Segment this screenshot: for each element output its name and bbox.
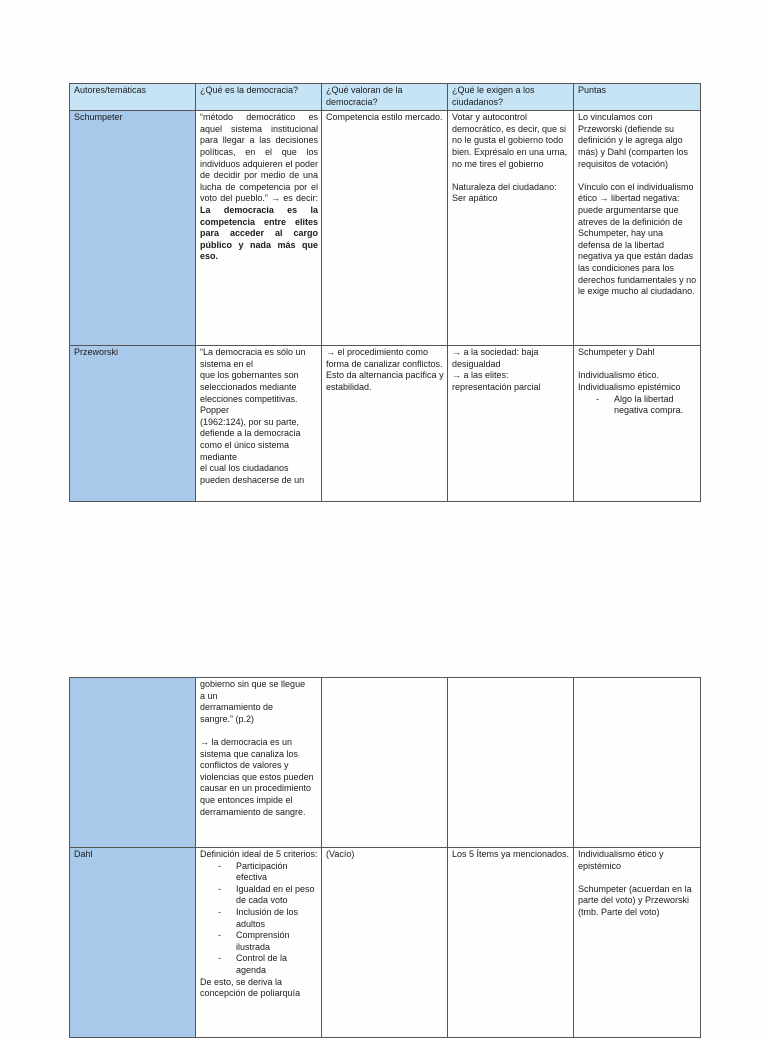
header-what-they-demand: ¿Qué le exigen a los ciudadanos? bbox=[448, 84, 574, 111]
list-item: - Inclusión de los adultos bbox=[218, 907, 318, 930]
dahl-def-intro: Definición ideal de 5 criterios: bbox=[200, 849, 318, 859]
przeworski-def-line: sistema en el bbox=[200, 358, 254, 369]
przeworski-def-line: Popper bbox=[200, 405, 230, 416]
header-puntas: Puntas bbox=[574, 84, 701, 111]
dahl-puntas-text-2: Schumpeter (acuerdan en la parte del voto) y Przeworski (tmb. Parte del voto) bbox=[578, 883, 692, 917]
schumpeter-puntas-text-1: Lo vinculamos con Przeworski (defiende su definición y le agrega algo más) y Dahl (comparten los requisitos de votación) bbox=[578, 112, 689, 169]
schumpeter-puntas-text-2: Vínculo con el individualismo ético → libertad negativa: puede argumentarse que atreves de la definición de Schumpeter, hay una defensa de la libertad negativa ya que están dadas las condiciones para los derechos fundamentales y no le exige mucho al ciudadano. bbox=[578, 181, 697, 297]
continuation-def-line: gobierno sin que se llegue bbox=[200, 679, 306, 689]
empty-cell bbox=[574, 678, 701, 848]
schumpeter-valoran: Competencia estilo mercado. bbox=[322, 111, 448, 346]
przeworski-def-line: el cual los ciudadanos bbox=[200, 463, 289, 474]
przeworski-def-line: mediante bbox=[200, 451, 238, 462]
przeworski-exigen-text-2: → a las elites: representación parcial bbox=[452, 370, 541, 392]
schumpeter-definition-bold: La democracia es la competencia entre elites para acceder al cargo público y nada más que eso. bbox=[200, 204, 318, 262]
header-what-is-democracy: ¿Qué es la democracia? bbox=[196, 84, 322, 111]
democracy-comparison-table bbox=[69, 83, 701, 502]
continuation-def-line: derramamiento de bbox=[200, 702, 274, 713]
table-row-schumpeter bbox=[70, 111, 701, 346]
przeworski-valoran: → el procedimiento como forma de canalizar conflictos. Esto da alternancia pacífica y estabilidad. bbox=[322, 346, 448, 502]
przeworski-def-line: “La democracia es sólo un bbox=[200, 347, 306, 358]
list-item: - Algo la libertad negativa compra. bbox=[596, 394, 697, 417]
dahl-def-after: De esto, se deriva la concepción de poliarquía bbox=[200, 976, 301, 999]
przeworski-puntas bbox=[574, 346, 701, 502]
empty-cell bbox=[322, 678, 448, 848]
dahl-definition bbox=[196, 848, 322, 1038]
przeworski-puntas-text-3: Individualismo epistémico bbox=[578, 381, 681, 392]
dahl-criteria-list bbox=[200, 861, 318, 977]
przeworski-def-line: que los gobernantes son bbox=[200, 370, 299, 381]
author-empty-cell bbox=[70, 678, 196, 848]
header-what-they-value: ¿Qué valoran de la democracia? bbox=[322, 84, 448, 111]
przeworski-definition bbox=[196, 346, 322, 502]
przeworski-def-line: defiende a la democracia bbox=[200, 428, 301, 439]
przeworski-def-line: pueden deshacerse de un bbox=[200, 474, 305, 485]
table-row-dahl bbox=[70, 848, 701, 1038]
schumpeter-exigen-text-2: Naturaleza del ciudadano: Ser apático bbox=[452, 181, 557, 204]
przeworski-def-line: elecciones competitivas. bbox=[200, 393, 298, 404]
continuation-def-line: sangre.” (p.2) bbox=[200, 713, 255, 724]
przeworski-puntas-list bbox=[578, 394, 697, 417]
przeworski-def-line: seleccionados mediante bbox=[200, 381, 297, 392]
list-item: - Participación efectiva bbox=[218, 861, 318, 884]
header-authors: Autores/temáticas bbox=[70, 84, 196, 111]
continuation-def-line: a un bbox=[200, 690, 218, 701]
list-item: - Igualdad en el peso de cada voto bbox=[218, 884, 318, 907]
schumpeter-definition bbox=[196, 111, 322, 346]
table-row-przeworski bbox=[70, 346, 701, 502]
dahl-puntas-text-1: Individualismo ético y epistémico bbox=[578, 849, 664, 871]
przeworski-exigen bbox=[448, 346, 574, 502]
schumpeter-exigen-text-1: Votar y autocontrol democrático, es decir, que si no le gusta el gobierno todo bien. Exprésalo en una urna, no me tires el gobierno bbox=[452, 112, 568, 169]
przeworski-puntas-text-1: Schumpeter y Dahl bbox=[578, 347, 655, 358]
przeworski-puntas-text-2: Individualismo ético. bbox=[578, 370, 660, 381]
przeworski-definition-continued bbox=[196, 678, 322, 848]
przeworski-def-line: (1962:124), por su parte, bbox=[200, 416, 300, 427]
dahl-valoran: (Vacío) bbox=[322, 848, 448, 1038]
table-row-przeworski-continued bbox=[70, 678, 701, 848]
schumpeter-puntas bbox=[574, 111, 701, 346]
list-item: - Comprensión ilustrada bbox=[218, 930, 318, 953]
author-dahl: Dahl bbox=[70, 848, 196, 1038]
dahl-exigen: Los 5 Ítems ya mencionados. bbox=[448, 848, 574, 1038]
przeworski-def-line: como el único sistema bbox=[200, 439, 290, 450]
author-przeworski: Przeworski bbox=[70, 346, 196, 502]
list-item: - Control de la agenda bbox=[218, 953, 318, 976]
dahl-puntas bbox=[574, 848, 701, 1038]
continuation-def-text-2: → la democracia es un sistema que canaliza los conflictos de valores y violencias que estos pueden causar en un procedimiento que entonces impide el derramamiento de sangre. bbox=[200, 736, 314, 817]
democracy-comparison-table-continued bbox=[69, 677, 701, 1038]
author-schumpeter: Schumpeter bbox=[70, 111, 196, 346]
table-header-row bbox=[70, 84, 701, 111]
schumpeter-definition-text: “método democrático es aquel sistema institucional para llegar a las decisiones políticas, en el que los individuos adquieren el poder de decidir por medio de una lucha de competencia por el voto del pueblo.” → es decir: bbox=[200, 112, 318, 204]
schumpeter-exigen bbox=[448, 111, 574, 346]
empty-cell bbox=[448, 678, 574, 848]
przeworski-exigen-text-1: → a la sociedad: baja desigualdad bbox=[452, 347, 539, 369]
